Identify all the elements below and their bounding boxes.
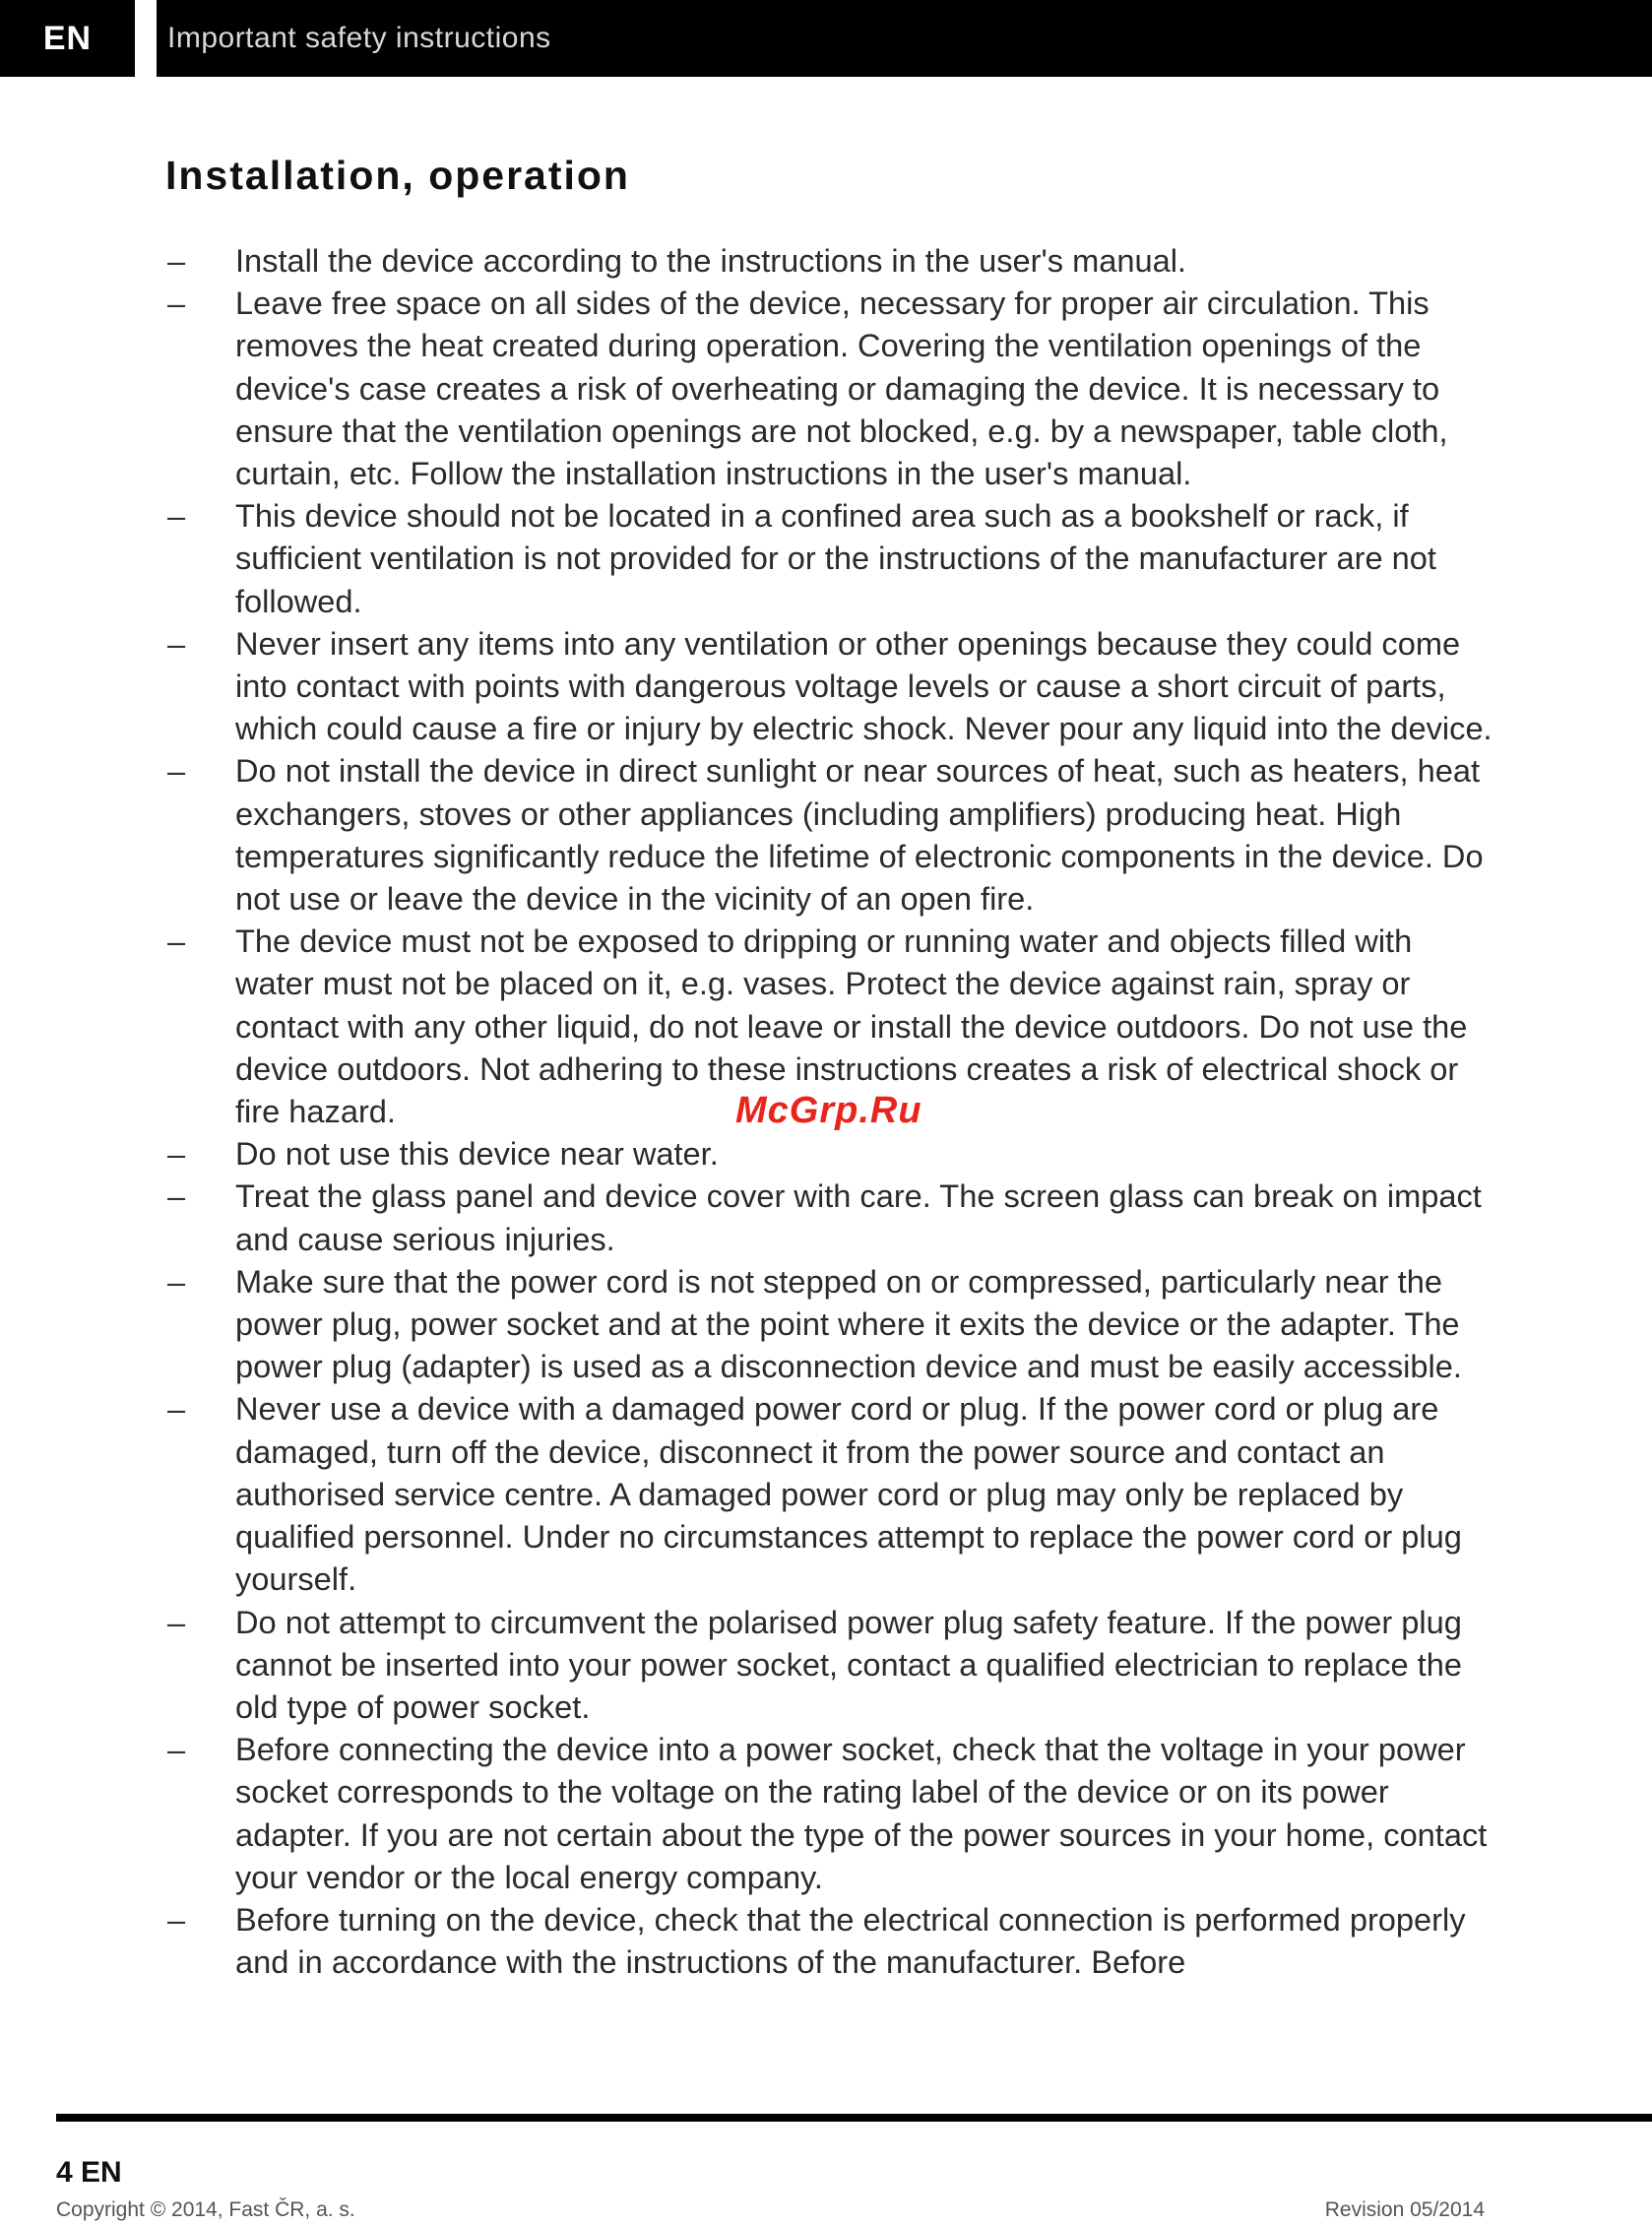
list-item-text: Install the device according to the instructions in the user's manual. (235, 242, 1186, 279)
section-title: Installation, operation (165, 153, 630, 198)
footer-rule (56, 2114, 1652, 2122)
revision-text: Revision 05/2014 (1324, 2198, 1485, 2221)
bullet-dash: – (167, 497, 186, 535)
list-item (165, 1132, 1494, 1175)
language-badge: EN (0, 0, 135, 77)
list-item-text: Do not use this device near water. (235, 1135, 719, 1173)
bullet-dash: – (167, 242, 186, 279)
list-item-text: Never insert any items into any ventilation or other openings because they could come into contact with points with dangerous voltage levels or cause a short circuit of parts, which could cause a fire or injury by electric shock. Never pour any liquid into the device. (235, 624, 1493, 747)
list-item-text: Make sure that the power cord is not stepped on or compressed, particularly near the power plug, power socket and at the point where it exits the device or the adapter. The power plug (adapter) is used as a disconnection device and must be easily accessible. (235, 1262, 1462, 1385)
bullet-dash: – (167, 1262, 186, 1300)
list-item (165, 1387, 1494, 1600)
bullet-dash: – (167, 1731, 186, 1768)
list-item (165, 622, 1494, 750)
list-item-text: The device must not be exposed to dripping or running water and objects filled with water must not be placed on it, e.g. vases. Protect the device against rain, spray or contact with any other liquid, do not leave or install the device outdoors. Do not use the device outdoors. Not adhering to these instructions creates a risk of electrical shock or fire hazard. (235, 922, 1468, 1130)
list-item-text: Before connecting the device into a power socket, check that the voltage in your power socket corresponds to the voltage on the rating label of the device or on its power adapter. If you are not certain about the type of the power sources in your home, contact your vendor or the local energy company. (235, 1731, 1488, 1895)
list-item (165, 282, 1494, 494)
page-number: 4 EN (56, 2156, 122, 2189)
list-item-text: Do not install the device in direct sunlight or near sources of heat, such as heaters, heat exchangers, stoves or other appliances (including amplifiers) producing heat. High temperatures significantly reduce the lifetime of electronic components in the device. Do not use or leave the device in the vicinity of an open fire. (235, 752, 1484, 918)
watermark: McGrp.Ru (735, 1090, 922, 1131)
list-item (165, 1898, 1494, 1983)
list-item (165, 1175, 1494, 1259)
bullet-dash: – (167, 1177, 186, 1215)
bullet-dash: – (167, 1603, 186, 1640)
bullet-dash: – (167, 624, 186, 662)
header-title: Important safety instructions (167, 22, 551, 54)
bullet-dash: – (167, 752, 186, 790)
list-item (165, 494, 1494, 622)
list-item-text: Treat the glass panel and device cover with care. The screen glass can break on impact and cause serious injuries. (235, 1177, 1482, 1257)
list-item-text: This device should not be located in a confined area such as a bookshelf or rack, if sufficient ventilation is not provided for or the instructions of the manufacturer are not followed. (235, 497, 1436, 619)
list-item (165, 749, 1494, 920)
list-item (165, 1728, 1494, 1898)
list-item (165, 1260, 1494, 1388)
list-item (165, 239, 1494, 282)
bullet-dash: – (167, 1135, 186, 1173)
list-item-text: Leave free space on all sides of the device, necessary for proper air circulation. This removes the heat created during operation. Covering the ventilation openings of the device's case creates a risk of overheating or damaging the device. It is necessary to ensure that the ventilation openings are not blocked, e.g. by a newspaper, table cloth, curtain, etc. Follow the installation instructions in the user's manual. (235, 285, 1448, 492)
copyright-text: Copyright © 2014, Fast ČR, a. s. (56, 2198, 355, 2221)
list-item (165, 1601, 1494, 1729)
list-item-text: Never use a device with a damaged power cord or plug. If the power cord or plug are damaged, turn off the device, disconnect it from the power source and contact an authorised service centre. A damaged power cord or plug may only be replaced by qualified personnel. Under no circumstances attempt to replace the power cord or plug yourself. (235, 1390, 1462, 1598)
page-header (0, 0, 1652, 77)
bullet-dash: – (167, 285, 186, 322)
list-item-text: Do not attempt to circumvent the polarised power plug safety feature. If the power plug cannot be inserted into your power socket, contact a qualified electrician to replace the old type of power socket. (235, 1603, 1462, 1725)
header-separator (135, 0, 157, 77)
bullet-dash: – (167, 1390, 186, 1428)
bullet-dash: – (167, 922, 186, 960)
bullet-dash: – (167, 1900, 186, 1938)
list-item-text: Before turning on the device, check that the electrical connection is performed properly and in accordance with the instructions of the manufacturer. Before (235, 1900, 1466, 1981)
